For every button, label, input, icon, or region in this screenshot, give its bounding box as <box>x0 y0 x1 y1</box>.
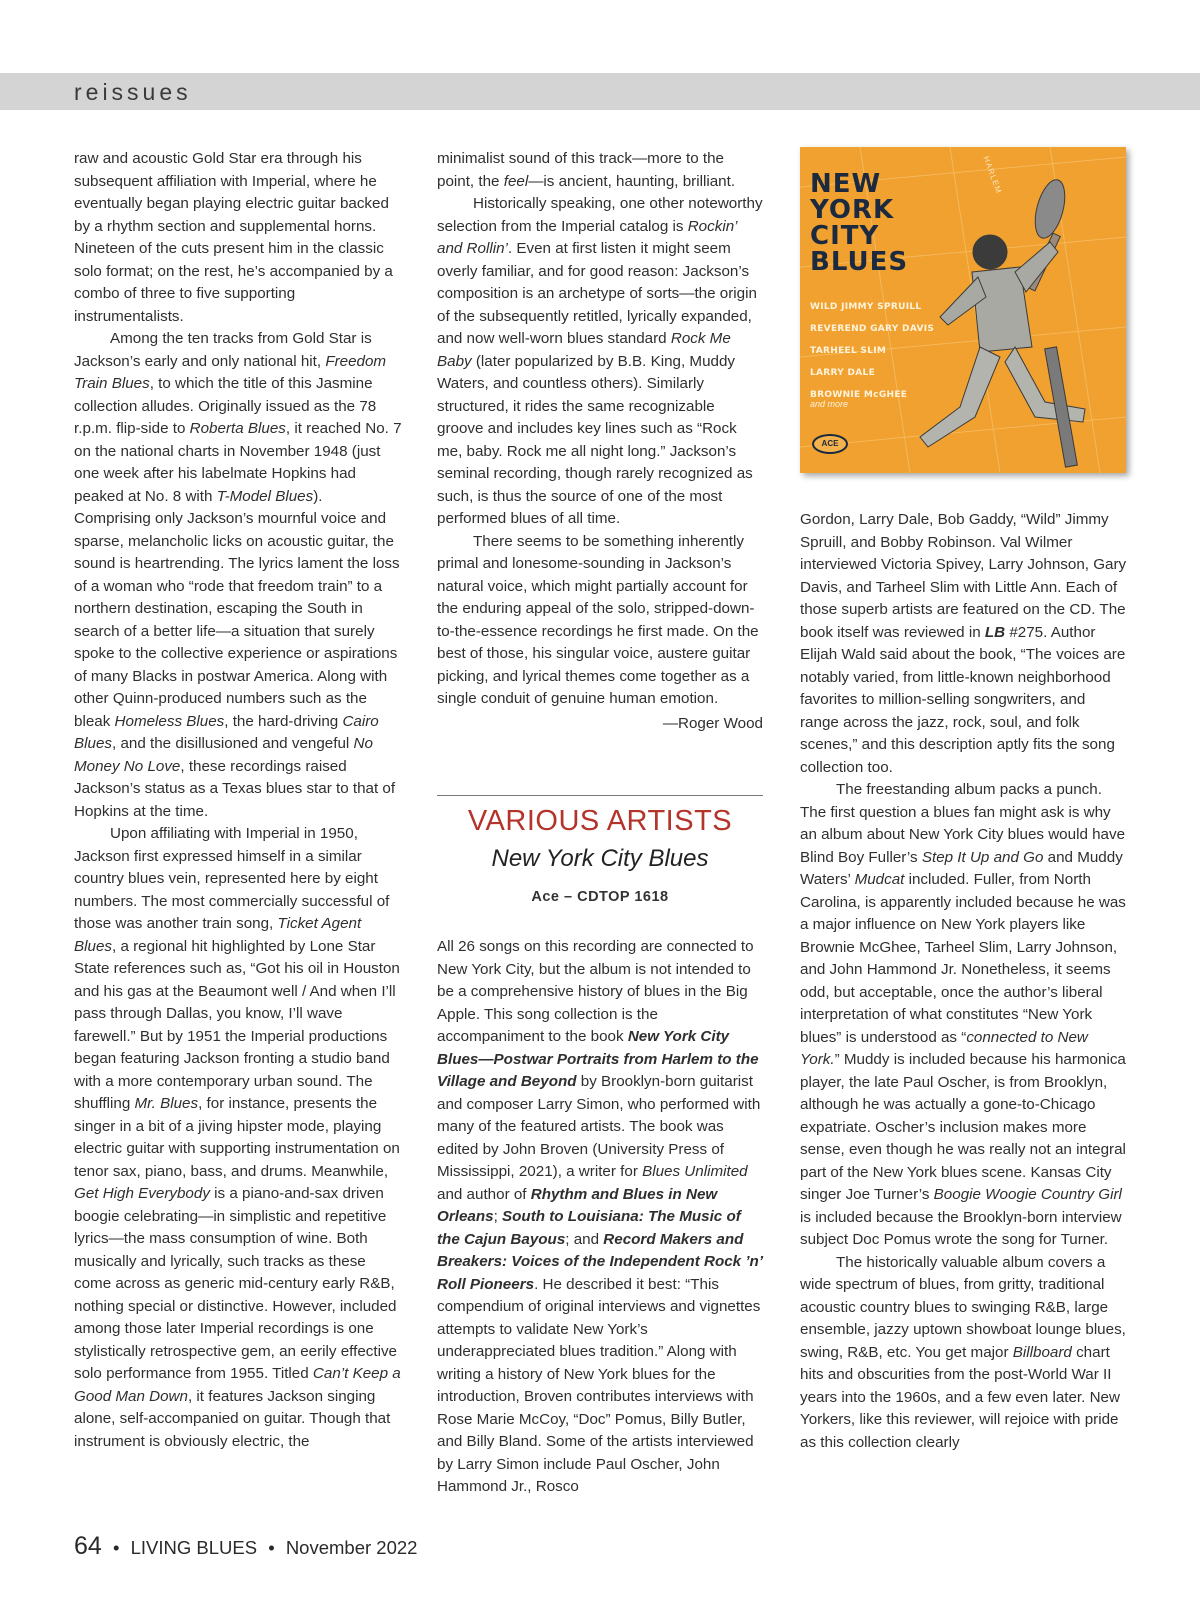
review-label: Ace – CDTOP 1618 <box>531 889 669 905</box>
review-divider <box>437 795 763 796</box>
column-2 <box>437 148 763 735</box>
review-header <box>437 803 763 905</box>
ace-logo: ACE <box>812 434 848 454</box>
review-signature: —Roger Wood <box>662 714 763 732</box>
review-title: New York City Blues <box>491 845 709 872</box>
cover-title: NEW YORK CITY BLUES <box>810 169 909 277</box>
column-1 <box>74 148 402 1453</box>
col3-paragraph-1: Gordon, Larry Dale, Bob Gaddy, “Wild” Jimmy Spruill, and Bobby Robinson. Val Wilmer interviewed Victoria Spivey, Larry Johnson, Gary Davis, and Tarheel Slim with Little Ann. Each of those superb artists are featured on the CD. The book itself was reviewed in LB #275. Author Elijah Wald said about the book, “The voices are notably varied, from little-known neighborhood favorites to million-selling songwriters, and range across the jazz, rock, soul, and folk scenes,” and this description aptly fits the song collection too. <box>800 511 1127 776</box>
col1-paragraph-3: Upon affiliating with Imperial in 1950, Jackson first expressed himself in a similar country blues vein, represented here by eight numbers. The most commercially successful of those was another train song, Ticket Agent Blues, a regional hit highlighted by Lone Star State references such as, “Got his oil in Houston and his gas at the Beaumont well / And when I’ll pass through Dallas, you know, I’ll wave farewell.” But by 1951 the Imperial productions began featuring Jackson fronting a studio band with a more contemporary urban sound. The shuffling Mr. Blues, for instance, presents the singer in a bit of a jiving hipster mode, playing electric guitar with supporting instrumentation on tenor sax, piano, bass, and drums. Meanwhile, Get High Everybody is a piano-and-sax driven boogie celebrating—in simplistic and repetitive lyrics—the mass consumption of wine. Both musically and lyrically, such tracks as these come across as generic mid-century early R&B, nothing special or distinctive. However, included among those later Imperial recordings is one stylistically retrospective gem, an eerily effective solo performance from 1955. Titled Can’t Keep a Good Man Down, it features Jackson singing alone, self-accompanied on guitar. Though that instrument is obviously electric, the <box>74 825 401 1450</box>
review-body <box>437 936 763 1499</box>
col2-paragraph-2: Historically speaking, one other noteworthy selection from the Imperial catalog is Rockin’ and Rollin’. Even at first listen it might seem overly familiar, and for good reason: Jackson’s composition is an archetype of sorts—the origin of the subsequently retitled, lyrically expanded, and now well-worn blues standard Rock Me Baby (later popularized by B.B. King, Muddy Waters, and countless others). Similarly structured, it rides the same recognizable groove and includes key lines such as “Rock me, baby. Rock me all night long.” Jackson’s seminal recording, though rarely recognized as such, is thus the source of one of the most performed blues of all time. <box>437 195 763 527</box>
cover-artist-list: WILD JIMMY SPRUILL REVEREND GARY DAVIS TARHEEL SLIM LARRY DALE BROWNIE McGHEE <box>810 302 935 400</box>
cover-and-more: and more <box>810 399 849 409</box>
footer-bullet: • <box>112 1537 120 1558</box>
col3-paragraph-2: The freestanding album packs a punch. The first question a blues fan might ask is why an album about New York City blues would have Blind Boy Fuller’s Step It Up and Go and Muddy Waters’ Mudcat included. Fuller, from North Carolina, is apparently included because he was a major influence on New York players like Brownie McGhee, Tarheel Slim, Larry Johnson, and John Hammond Jr. Nonetheless, it seems odd, but acceptable, once the author’s liberal interpretation of what constitutes “New York blues” is understood as “connected to New York.” Muddy is included because his harmonica player, the late Paul Oscher, is from Brooklyn, although he was actually a gone-to-Chicago expatriate. Oscher’s inclusion makes more sense, even though he was really not an integral part of the New York blues scene. Kansas City singer Joe Turner’s Boogie Woogie Country Girl is included because the Brooklyn-born interview subject Doc Pomus wrote the song for Turner. <box>800 781 1126 1248</box>
cover-street-label: HARLEM <box>981 155 1004 196</box>
col1-paragraph-1: raw and acoustic Gold Star era through his subsequent affiliation with Imperial, where he eventually began playing electric guitar backed by a rhythm section and supplemental horns. Nineteen of the cuts present him in the classic solo format; on the rest, he’s accompanied by a combo of three to five supporting instrumentalists. <box>74 150 393 325</box>
page-number: 64 <box>74 1532 102 1560</box>
footer-bullet: • <box>268 1537 275 1558</box>
album-cover <box>800 147 1126 473</box>
review-artist: VARIOUS ARTISTS <box>467 805 733 837</box>
magazine-name: LIVING BLUES <box>130 1537 258 1558</box>
issue-date: November 2022 <box>285 1537 418 1558</box>
col3-paragraph-3: The historically valuable album covers a wide spectrum of blues, from gritty, traditional acoustic country blues to swinging R&B, large ensemble, jazzy uptown showboat lounge blues, swing, R&B, etc. You get major Billboard chart hits and obscurities from the post-World War II years into the 1960s, and a few even later. New Yorkers, like this reviewer, will rejoice with pride as this collection clearly <box>800 1253 1126 1451</box>
review-paragraph-1: All 26 songs on this recording are connected to New York City, but the album is not intended to be a comprehensive history of blues in the Big Apple. This song collection is the accompaniment to the book New York City Blues—Postwar Portraits from Harlem to the Village and Beyond by Brooklyn-born guitarist and composer Larry Simon, who performed with many of the featured artists. The book was edited by John Broven (University Press of Mississippi, 2021), a writer for Blues Unlimited and author of Rhythm and Blues in New Orleans; South to Louisiana: The Music of the Cajun Bayous; and Record Makers and Breakers: Voices of the Independent Rock ’n’ Roll Pioneers. He described it best: “This compendium of original interviews and vignettes attempts to validate New York’s underappreciated blues tradition.” Along with writing a history of New York blues for the introduction, Broven contributes interviews with Rose Marie McCoy, “Doc” Pomus, Billy Butler, and Billy Bland. Some of the artists interviewed by Larry Simon include Paul Oscher, John Hammond Jr., Rosco <box>437 938 763 1495</box>
column-3 <box>800 509 1127 1454</box>
section-label: reissues <box>74 79 192 105</box>
col2-paragraph-3: There seems to be something inherently primal and lonesome-sounding in Jackson’s natural voice, which might partially account for the enduring appeal of the solo, stripped-down-to-the-essence recordings he first made. On the best of those, his singular voice, austere guitar picking, and lyrical themes come together as a single conduit of genuine human emotion. <box>437 532 759 707</box>
col2-paragraph-1: minimalist sound of this track—more to the point, the feel—is ancient, haunting, brilliant. <box>437 150 736 190</box>
col1-paragraph-2: Among the ten tracks from Gold Star is Jackson’s early and only national hit, Freedom Train Blues, to which the title of this Jasmine collection alludes. Originally issued as the 78 r.p.m. flip-side to Roberta Blues, it reached No. 7 on the national charts in November 1948 (just one week after his labelmate Hopkins had peaked at No. 8 with T-Model Blues). Comprising only Jackson’s mournful voice and sparse, melancholic licks on acoustic guitar, the sound is heartrending. The lyrics lament the loss of a woman who “rode that freedom train” to a northern destination, escaping the South in search of a better life—a situation that surely spoke to the collective experience or aspirations of many Blacks in postwar America. Along with other Quinn-produced numbers such as the bleak Homeless Blues, the hard-driving Cairo Blues, and the disillusioned and vengeful No Money No Love, these recordings raised Jackson’s status as a Texas blues star to that of Hopkins at the time. <box>74 330 402 820</box>
page-footer <box>74 1532 417 1561</box>
